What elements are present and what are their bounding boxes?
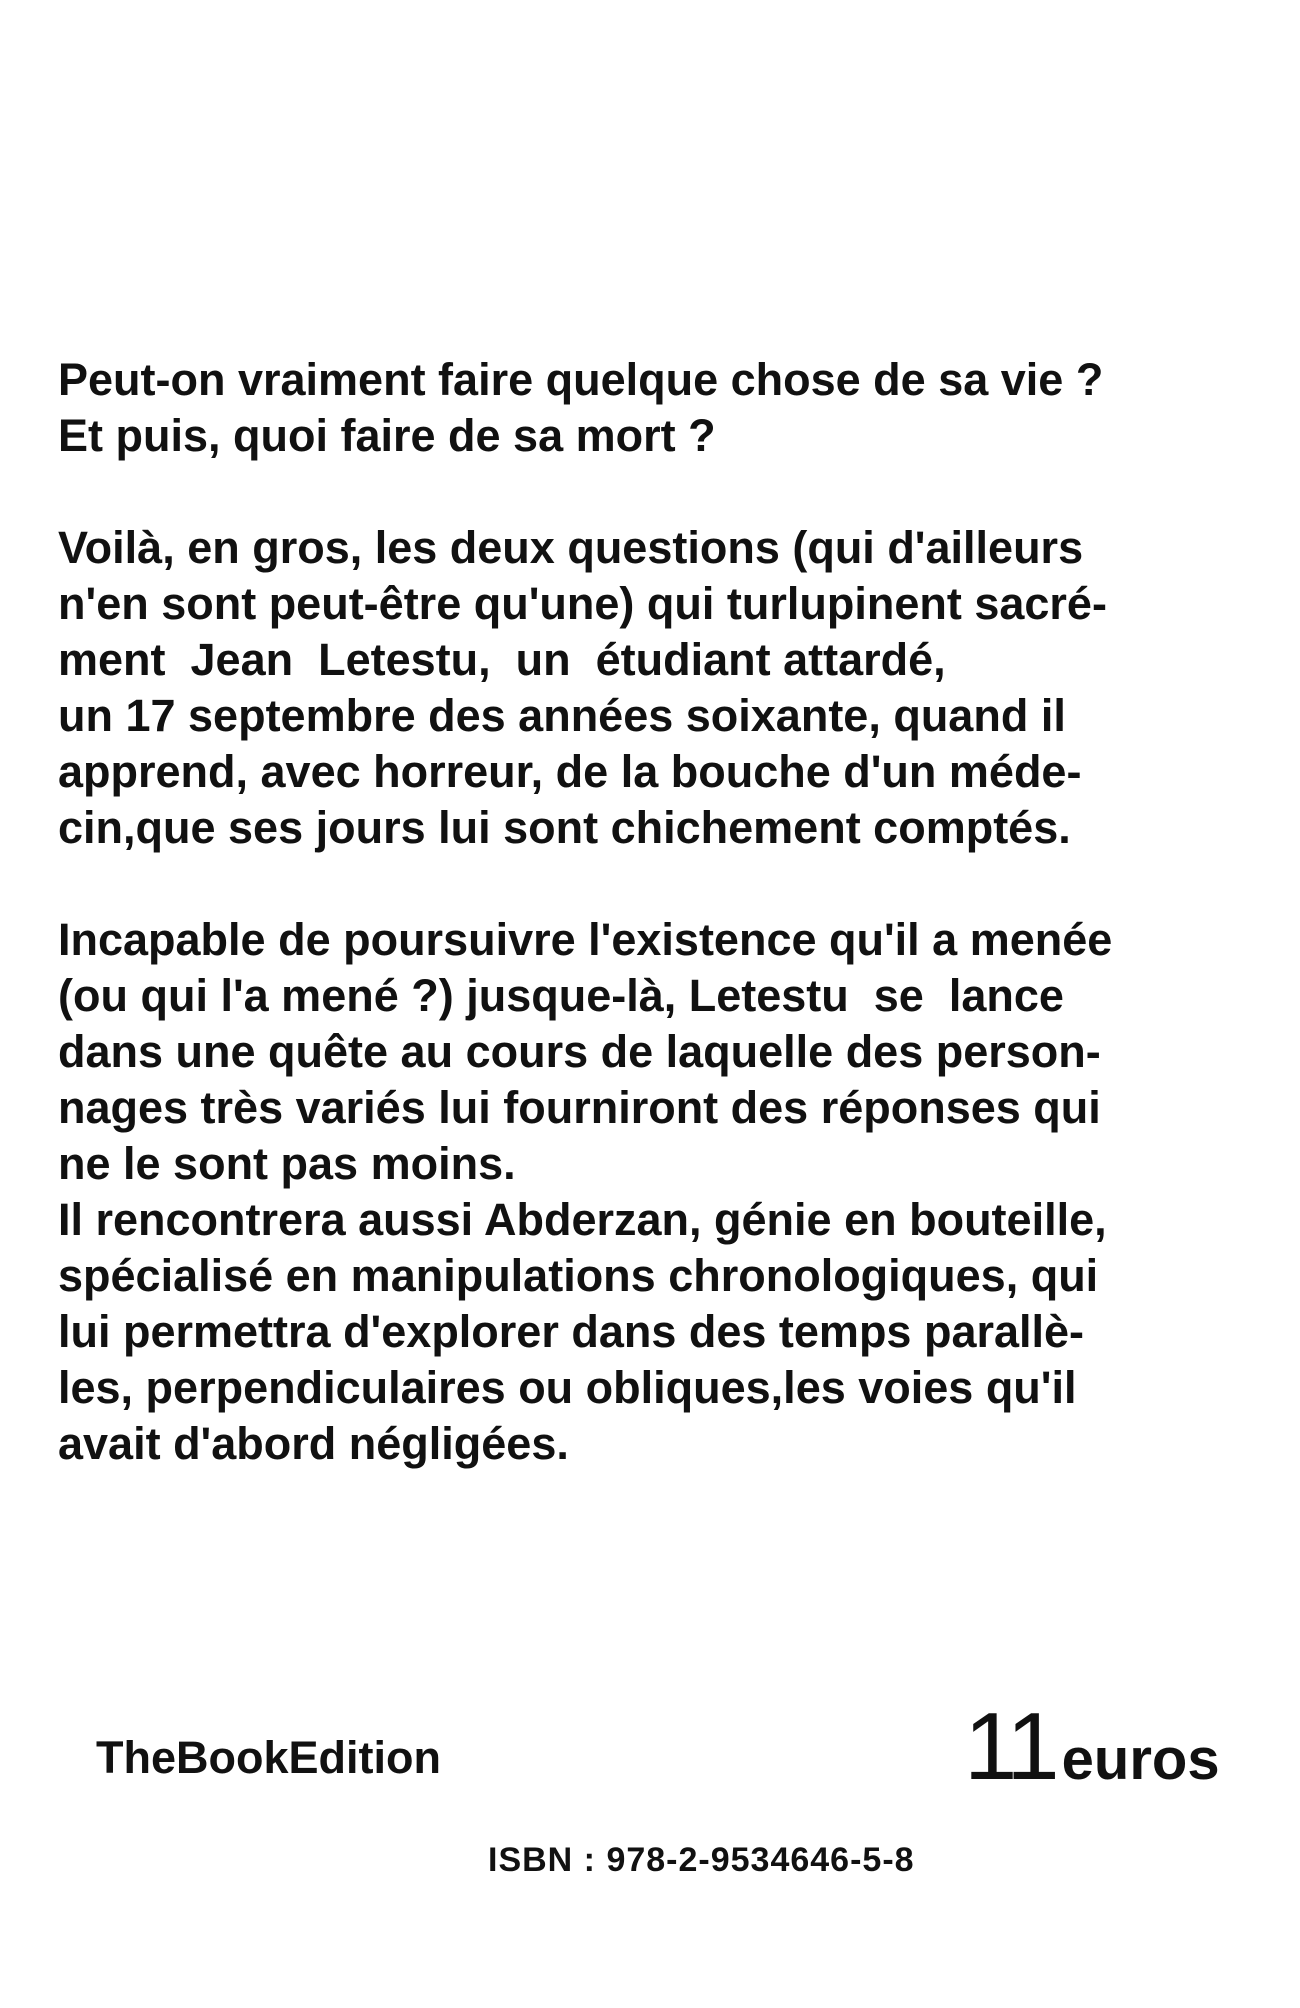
blurb-line: n'en sont peut-être qu'une) qui turlupinent sacré- — [58, 578, 1107, 629]
blurb-line: spécialisé en manipulations chronologiques, qui — [58, 1250, 1099, 1301]
blurb-line: un 17 septembre des années soixante, quand il — [58, 690, 1066, 741]
blurb-text — [58, 352, 1238, 1472]
paragraph-spacer — [58, 464, 1238, 520]
blurb-line: les, perpendiculaires ou obliques,les voies qu'il — [58, 1362, 1077, 1413]
blurb-line: Incapable de poursuivre l'existence qu'il a menée — [58, 914, 1113, 965]
blurb-line: ment Jean Letestu, un étudiant attardé, — [58, 634, 946, 685]
blurb-line: ne le sont pas moins. — [58, 1138, 516, 1189]
paragraph-spacer — [58, 856, 1238, 912]
blurb-line: Et puis, quoi faire de sa mort ? — [58, 410, 716, 461]
price — [964, 1692, 1220, 1815]
blurb-paragraph-3 — [58, 912, 1238, 1472]
price-amount: 11 — [964, 1693, 1056, 1800]
blurb-line: Il rencontrera aussi Abderzan, génie en bouteille, — [58, 1194, 1107, 1245]
blurb-line: nages très variés lui fourniront des réponses qui — [58, 1082, 1101, 1133]
isbn-number: ISBN : 978-2-9534646-5-8 — [488, 1841, 915, 1879]
blurb-line: cin,que ses jours lui sont chichement comptés. — [58, 802, 1071, 853]
blurb-line: (ou qui l'a mené ?) jusque-là, Letestu se lance — [58, 970, 1064, 1021]
blurb-line: avait d'abord négligées. — [58, 1418, 569, 1469]
blurb-line: Peut-on vraiment faire quelque chose de sa vie ? — [58, 354, 1104, 405]
blurb-line: Voilà, en gros, les deux questions (qui d'ailleurs — [58, 522, 1084, 573]
price-currency: euros — [1061, 1727, 1220, 1792]
blurb-line: lui permettra d'explorer dans des temps parallè- — [58, 1306, 1085, 1357]
blurb-paragraph-2 — [58, 520, 1238, 856]
blurb-line: apprend, avec horreur, de la bouche d'un méde- — [58, 746, 1082, 797]
blurb-line: dans une quête au cours de laquelle des person- — [58, 1026, 1101, 1077]
blurb-paragraph-1 — [58, 352, 1238, 464]
publisher-name: TheBookEdition — [96, 1732, 441, 1783]
